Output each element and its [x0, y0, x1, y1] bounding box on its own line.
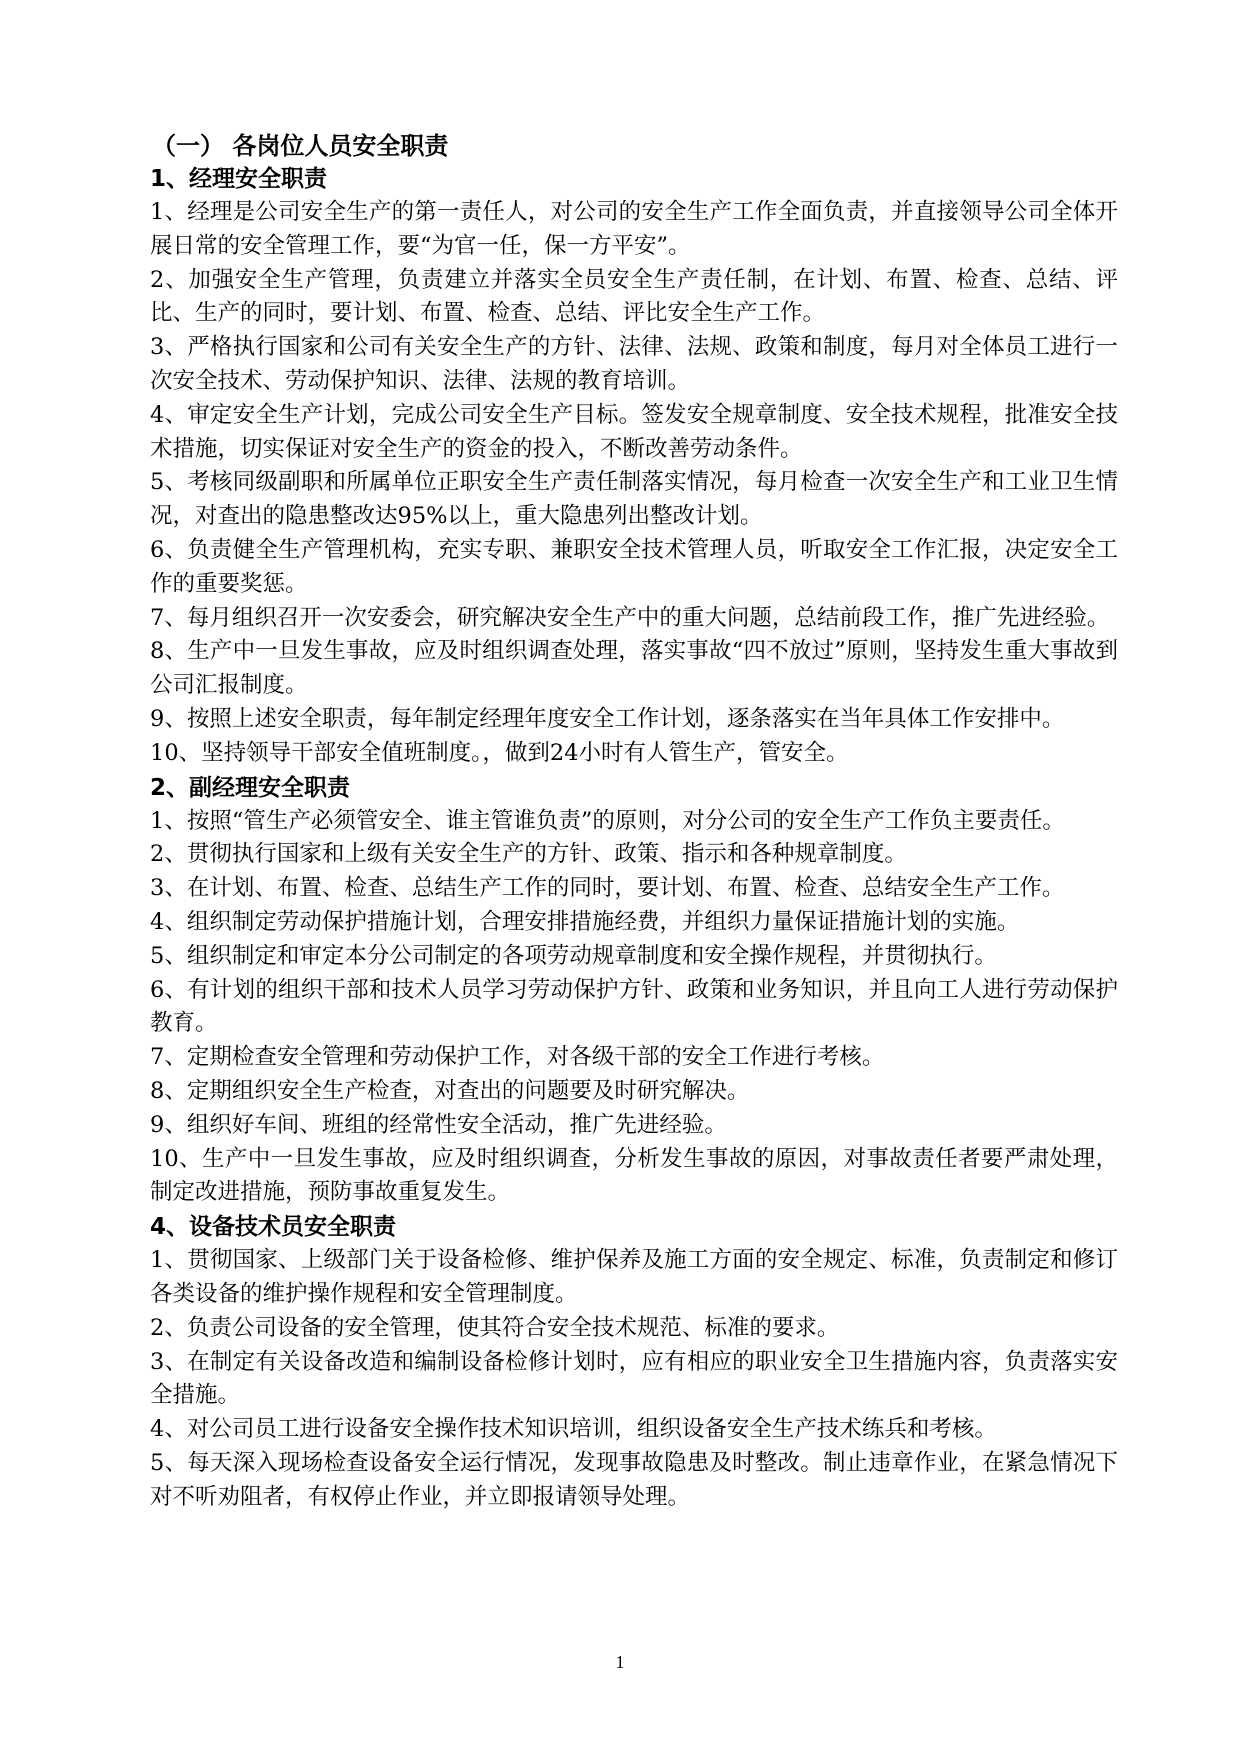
- paragraph: 4、审定安全生产计划，完成公司安全生产目标。签发安全规章制度、安全技术规程，批准安全技术措施，切实保证对安全生产的资金的投入，不断改善劳动条件。: [150, 401, 1118, 462]
- paragraph: 8、定期组织安全生产检查，对查出的问题要及时研究解决。: [150, 1077, 750, 1104]
- paragraph: 4、组织制定劳动保护措施计划，合理安排措施经费，并组织力量保证措施计划的实施。: [150, 908, 1020, 935]
- paragraph: 2、贯彻执行国家和上级有关安全生产的方针、政策、指示和各种规章制度。: [150, 841, 907, 868]
- section-heading: 1、经理安全职责: [150, 166, 328, 192]
- paragraph: 1、按照“管生产必须管安全、谁主管谁负责”的原则，对分公司的安全生产工作负主要责任。: [150, 807, 1065, 834]
- paragraph: 10、坚持领导干部安全值班制度。，做到24小时有人管生产，管安全。: [150, 739, 849, 766]
- paragraph: 10、生产中一旦发生事故，应及时组织调查，分析发生事故的原因，对事故责任者要严肃处理，制定改进措施，预防事故重复发生。: [150, 1145, 1118, 1206]
- paragraph: 2、加强安全生产管理，负责建立并落实全员安全生产责任制，在计划、布置、检查、总结、评比、生产的同时，要计划、布置、检查、总结、评比安全生产工作。: [150, 266, 1118, 327]
- paragraph: 3、在制定有关设备改造和编制设备检修计划时，应有相应的职业安全卫生措施内容，负责落实安全措施。: [150, 1348, 1118, 1409]
- paragraph: 5、组织制定和审定本分公司制定的各项劳动规章制度和安全操作规程，并贯彻执行。: [150, 942, 997, 969]
- paragraph: 1、经理是公司安全生产的第一责任人，对公司的安全生产工作全面负责，并直接领导公司全体开展日常的安全管理工作，要“为官一任，保一方平安”。: [150, 199, 1118, 259]
- paragraph: 7、定期检查安全管理和劳动保护工作，对各级干部的安全工作进行考核。: [150, 1044, 885, 1071]
- paragraph: 5、每天深入现场检查设备安全运行情况，发现事故隐患及时整改。制止违章作业，在紧急情况下对不听劝阻者，有权停止作业，并立即报请领导处理。: [150, 1449, 1118, 1510]
- paragraph: 5、考核同级副职和所属单位正职安全生产责任制落实情况，每月检查一次安全生产和工业卫生情况，对查出的隐患整改达95%以上，重大隐患列出整改计划。: [150, 469, 1118, 530]
- page-number: 1: [615, 1652, 625, 1672]
- paragraph: 9、组织好车间、班组的经常性安全活动，推广先进经验。: [150, 1111, 727, 1138]
- paragraph: 9、按照上述安全职责，每年制定经理年度安全工作计划，逐条落实在当年具体工作安排中。: [150, 705, 1065, 732]
- section-equipment-technician: [150, 1210, 1118, 1514]
- section-heading: 4、设备技术员安全职责: [150, 1214, 397, 1241]
- paragraph: 8、生产中一旦发生事故，应及时组织调查处理，落实事故“四不放过”原则，坚持发生重大事故到公司汇报制度。: [150, 638, 1118, 699]
- paragraph: 6、有计划的组织干部和技术人员学习劳动保护方针、政策和业务知识，并且向工人进行劳动保护教育。: [150, 976, 1118, 1037]
- paragraph: 6、负责健全生产管理机构，充实专职、兼职安全技术管理人员，听取安全工作汇报，决定安全工作的重要奖惩。: [150, 536, 1118, 597]
- section-heading: 2、副经理安全职责: [150, 774, 351, 801]
- section-deputy-manager: [150, 771, 1118, 1211]
- paragraph: 4、对公司员工进行设备安全操作技术知识培训，组织设备安全生产技术练兵和考核。: [150, 1416, 997, 1443]
- paragraph: 2、负责公司设备的安全管理，使其符合安全技术规范、标准的要求。: [150, 1314, 840, 1341]
- paragraph: 3、在计划、布置、检查、总结生产工作的同时，要计划、布置、检查、总结安全生产工作。: [150, 875, 1065, 902]
- paragraph: 7、每月组织召开一次安委会，研究解决安全生产中的重大问题，总结前段工作，推广先进经验。: [150, 604, 1110, 631]
- document-title: （一） 各岗位人员安全职责: [152, 132, 449, 160]
- paragraph: 3、严格执行国家和公司有关安全生产的方针、法律、法规、政策和制度，每月对全体员工进行一次安全技术、劳动保护知识、法律、法规的教育培训。: [150, 334, 1118, 394]
- section-manager: [150, 162, 1118, 771]
- document-page: [150, 130, 1118, 1514]
- paragraph: 1、贯彻国家、上级部门关于设备检修、维护保养及施工方面的安全规定、标准，负责制定和修订各类设备的维护操作规程和安全管理制度。: [150, 1247, 1118, 1307]
